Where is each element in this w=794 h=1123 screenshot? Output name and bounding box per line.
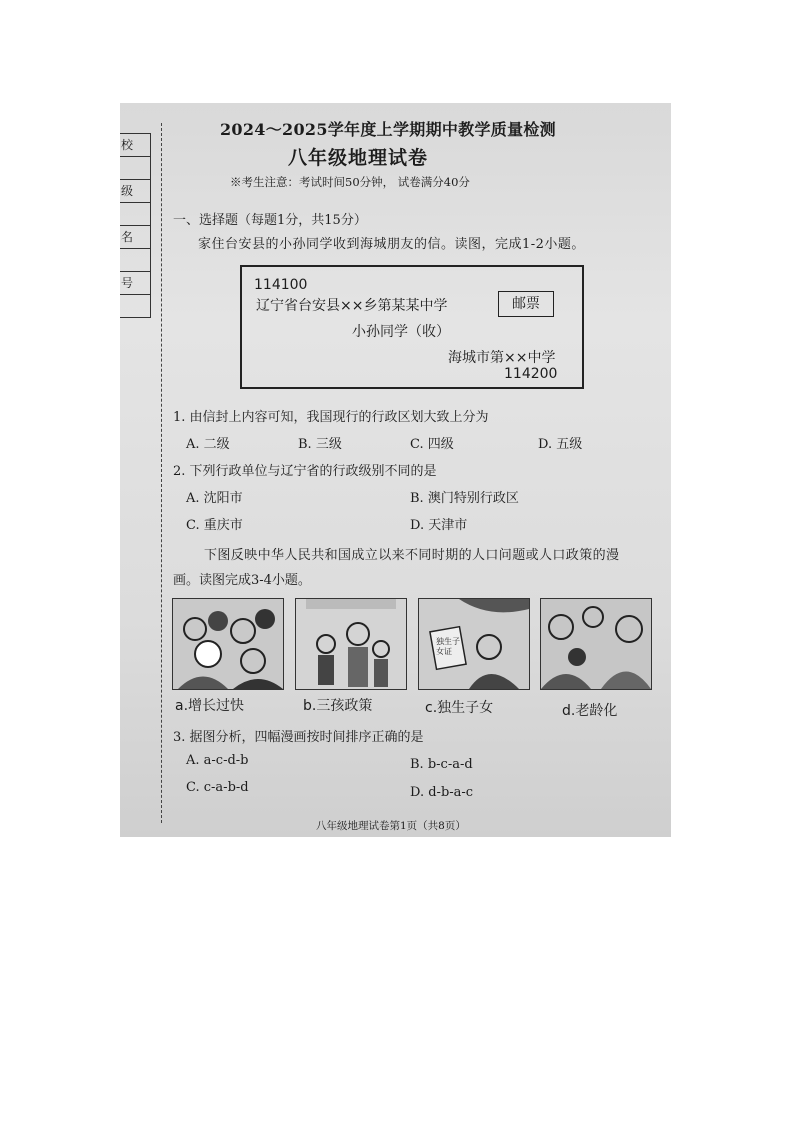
exam-subtitle: 八年级地理试卷 <box>288 147 429 169</box>
side-blank <box>120 249 151 272</box>
comic-panel-b <box>295 598 407 690</box>
exam-title: 2024～2025学年度上学期期中教学质量检测 <box>220 120 556 139</box>
side-blank <box>120 295 151 318</box>
q1-option-a: A. 二级 <box>186 437 230 452</box>
q2-option-c: C. 重庆市 <box>186 518 243 533</box>
q1-option-b: B. 三级 <box>298 437 342 452</box>
envelope-address-to: 辽宁省台安县××乡第某某中学 <box>256 298 448 314</box>
comic-caption-d: d.老龄化 <box>562 703 618 719</box>
elderly-illustration-icon <box>541 599 651 689</box>
q3-option-d: D. d-b-a-c <box>410 785 474 800</box>
comic-panel-a <box>172 598 284 690</box>
envelope-address-from: 海城市第××中学 <box>448 350 556 366</box>
section-intro: 家住台安县的小孙同学收到海城朋友的信。读图，完成1-2小题。 <box>198 237 585 252</box>
crowd-illustration-icon <box>173 599 283 689</box>
question-2-stem: 2. 下列行政单位与辽宁省的行政级别不同的是 <box>173 464 437 479</box>
stamp-box: 邮票 <box>498 291 554 317</box>
comic-panel-c <box>418 598 530 690</box>
envelope-postcode-to: 114100 <box>254 277 308 293</box>
student-info-table <box>120 133 151 318</box>
side-blank <box>120 157 151 180</box>
exam-notice: ※考生注意：考试时间50分钟， 试卷满分40分 <box>230 175 470 189</box>
envelope-recipient: 小孙同学（收） <box>352 324 450 340</box>
q2-option-d: D. 天津市 <box>410 518 468 533</box>
side-label-name: 名 <box>120 226 151 249</box>
certificate-text: 独生子女证 <box>436 637 460 656</box>
side-label-number: 号 <box>120 272 151 295</box>
q3-option-a: A. a-c-d-b <box>186 753 249 768</box>
comic-intro-line2: 画。读图完成3-4小题。 <box>173 573 311 588</box>
envelope-postcode-from: 114200 <box>504 366 558 382</box>
family-illustration-icon <box>296 599 406 689</box>
side-label-class: 级 <box>120 180 151 203</box>
binding-line <box>161 123 162 823</box>
envelope-figure <box>240 265 584 389</box>
question-1-stem: 1. 由信封上内容可知，我国现行的行政区划大致上分为 <box>173 410 489 425</box>
q2-option-b: B. 澳门特别行政区 <box>410 491 519 506</box>
q2-option-a: A. 沈阳市 <box>186 491 243 506</box>
side-label-school: 校 <box>120 134 151 157</box>
comic-intro-line1: 下图反映中华人民共和国成立以来不同时期的人口问题或人口政策的漫 <box>204 548 620 563</box>
side-blank <box>120 203 151 226</box>
page-footer: 八年级地理试卷第1页（共8页） <box>316 820 466 832</box>
q1-option-c: C. 四级 <box>410 437 454 452</box>
comic-caption-b: b.三孩政策 <box>303 698 373 714</box>
q3-option-c: C. c-a-b-d <box>186 780 249 795</box>
q3-option-b: B. b-c-a-d <box>410 757 473 772</box>
comic-panel-d <box>540 598 652 690</box>
q1-option-d: D. 五级 <box>538 437 583 452</box>
question-3-stem: 3. 据图分析，四幅漫画按时间排序正确的是 <box>173 730 424 745</box>
comic-caption-c: c.独生子女 <box>425 700 494 716</box>
comic-caption-a: a.增长过快 <box>175 698 245 714</box>
section-heading: 一、选择题（每题1分，共15分） <box>173 213 367 228</box>
scanned-exam-page <box>120 103 671 837</box>
